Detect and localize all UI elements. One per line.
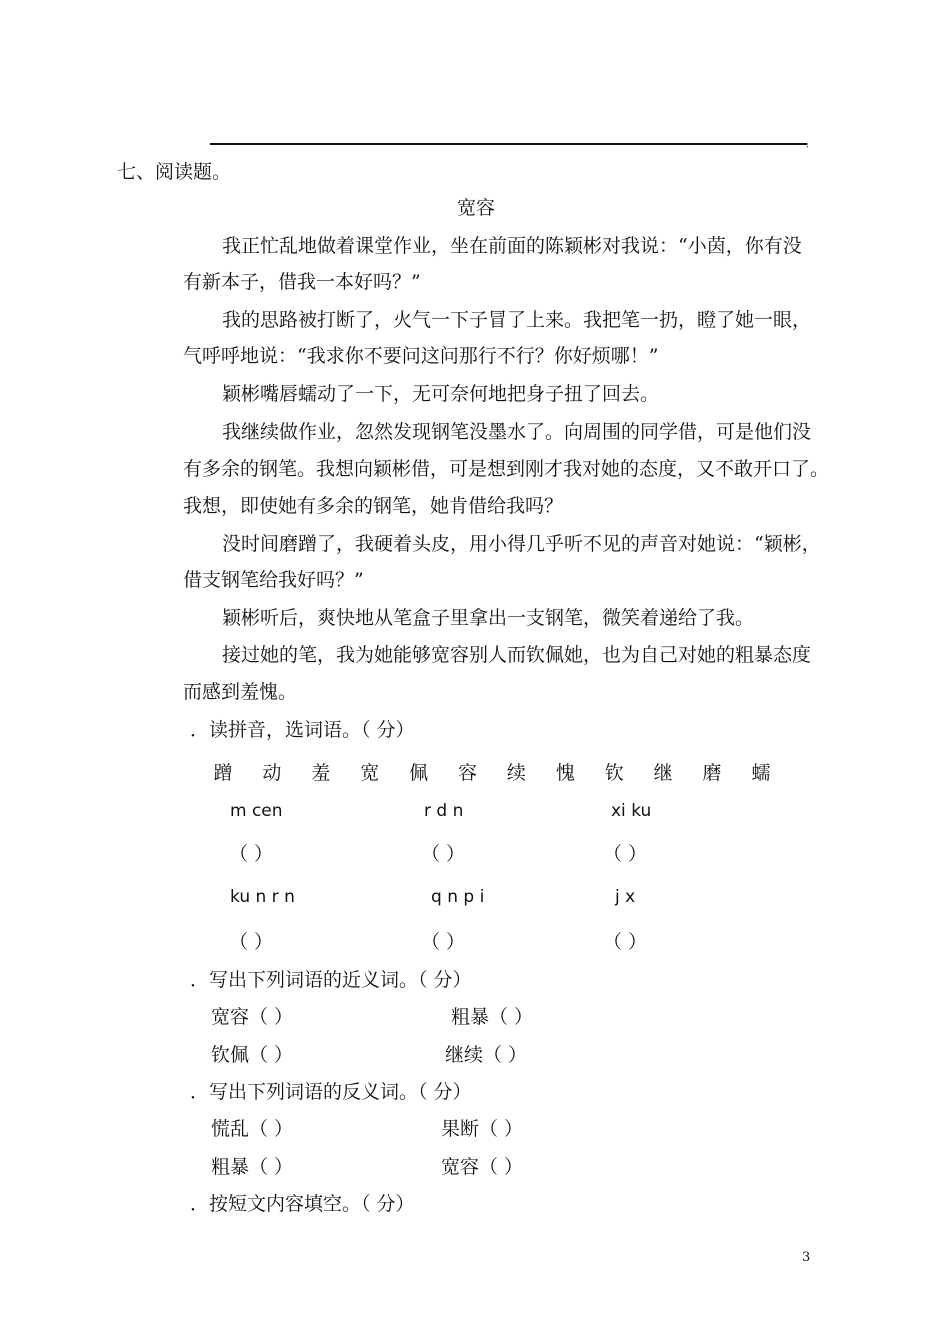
antonym-item[interactable]: 慌乱（ ） — [211, 1118, 294, 1140]
passage-line: 我的思路被打断了，火气一下子冒了上来。我把笔一扔，瞪了她一眼， — [222, 309, 812, 331]
word-bank-char: 蠕 — [751, 762, 771, 784]
passage-line: 有多余的钢笔。我想向颖彬借，可是想到刚才我对她的态度，又不敢开口了。 — [183, 458, 830, 480]
synonym-item[interactable]: 钦佩（ ） — [211, 1044, 294, 1066]
passage-line: 我想，即使她有多余的钢笔，她肯借给我吗？ — [183, 495, 564, 517]
passage-title: 宽容 — [457, 197, 496, 219]
answer-blank[interactable]: （ ） — [603, 843, 648, 865]
synonym-item[interactable]: 宽容（ ） — [211, 1006, 294, 1028]
question-2-prompt: ．写出下列词语的近义词。（ 分） — [190, 969, 472, 991]
pinyin-prompt: j x — [615, 887, 636, 907]
pinyin-prompt: ku n r n — [230, 887, 295, 907]
question-1-prompt: ．读拼音，选词语。（ 分） — [190, 719, 415, 741]
word-bank-char: 磨 — [702, 762, 722, 784]
question-3-prompt: ．写出下列词语的反义词。（ 分） — [190, 1081, 472, 1103]
word-bank-char: 动 — [262, 762, 282, 784]
antonym-item[interactable]: 粗暴（ ） — [211, 1156, 294, 1178]
word-bank-char: 容 — [458, 762, 478, 784]
passage-line: 而感到羞愧。 — [183, 681, 298, 703]
pinyin-prompt: xi ku — [611, 801, 652, 821]
word-bank-char: 续 — [506, 762, 526, 784]
answer-blank[interactable]: （ ） — [421, 843, 466, 865]
question-4-prompt: ．按短文内容填空。（ 分） — [190, 1193, 415, 1215]
page-number: 3 — [802, 1250, 811, 1265]
word-bank-char: 蹭 — [213, 762, 233, 784]
passage-line: 我正忙乱地做着课堂作业，坐在前面的陈颖彬对我说：“小茵，你有没 — [222, 235, 802, 257]
answer-blank[interactable]: （ ） — [229, 843, 274, 865]
answer-blank[interactable]: （ ） — [421, 931, 466, 953]
pinyin-prompt: m cen — [230, 801, 283, 821]
passage-line: 气呼呼地说：“我求你不要问这问那行不行？你好烦哪！” — [183, 345, 659, 367]
answer-blank[interactable]: （ ） — [603, 931, 648, 953]
word-bank-char: 羞 — [311, 762, 331, 784]
passage-line: 我继续做作业，忽然发现钢笔没墨水了。向周围的同学借，可是他们没 — [222, 421, 812, 443]
passage-line: 颖彬听后，爽快地从笔盒子里拿出一支钢笔，微笑着递给了我。 — [222, 607, 755, 629]
passage-line: 有新本子，借我一本好吗？” — [183, 271, 421, 293]
passage-line: 接过她的笔，我为她能够宽容别人而钦佩她，也为自己对她的粗暴态度 — [222, 644, 812, 666]
word-bank-char: 钦 — [604, 762, 624, 784]
section-title: 七、阅读题。 — [117, 161, 232, 183]
antonym-item[interactable]: 宽容（ ） — [441, 1156, 524, 1178]
answer-blank[interactable]: （ ） — [229, 931, 274, 953]
passage-line: 借支钢笔给我好吗？” — [183, 569, 364, 591]
synonym-item[interactable]: 继续（ ） — [445, 1044, 528, 1066]
header-rule-end-mark — [807, 143, 808, 148]
passage-line: 颖彬嘴唇蠕动了一下，无可奈何地把身子扭了回去。 — [222, 383, 660, 405]
word-bank-char: 佩 — [409, 762, 429, 784]
synonym-item[interactable]: 粗暴（ ） — [451, 1006, 534, 1028]
word-bank-char: 愧 — [555, 762, 575, 784]
word-bank — [212, 758, 772, 785]
pinyin-prompt: r d n — [424, 801, 464, 821]
pinyin-prompt: q n p i — [431, 887, 485, 907]
header-rule — [210, 143, 807, 145]
antonym-item[interactable]: 果断（ ） — [441, 1118, 524, 1140]
passage-line: 没时间磨蹭了，我硬着头皮，用小得几乎听不见的声音对她说：“颖彬， — [222, 533, 821, 555]
word-bank-char: 宽 — [360, 762, 380, 784]
word-bank-char: 继 — [653, 762, 673, 784]
